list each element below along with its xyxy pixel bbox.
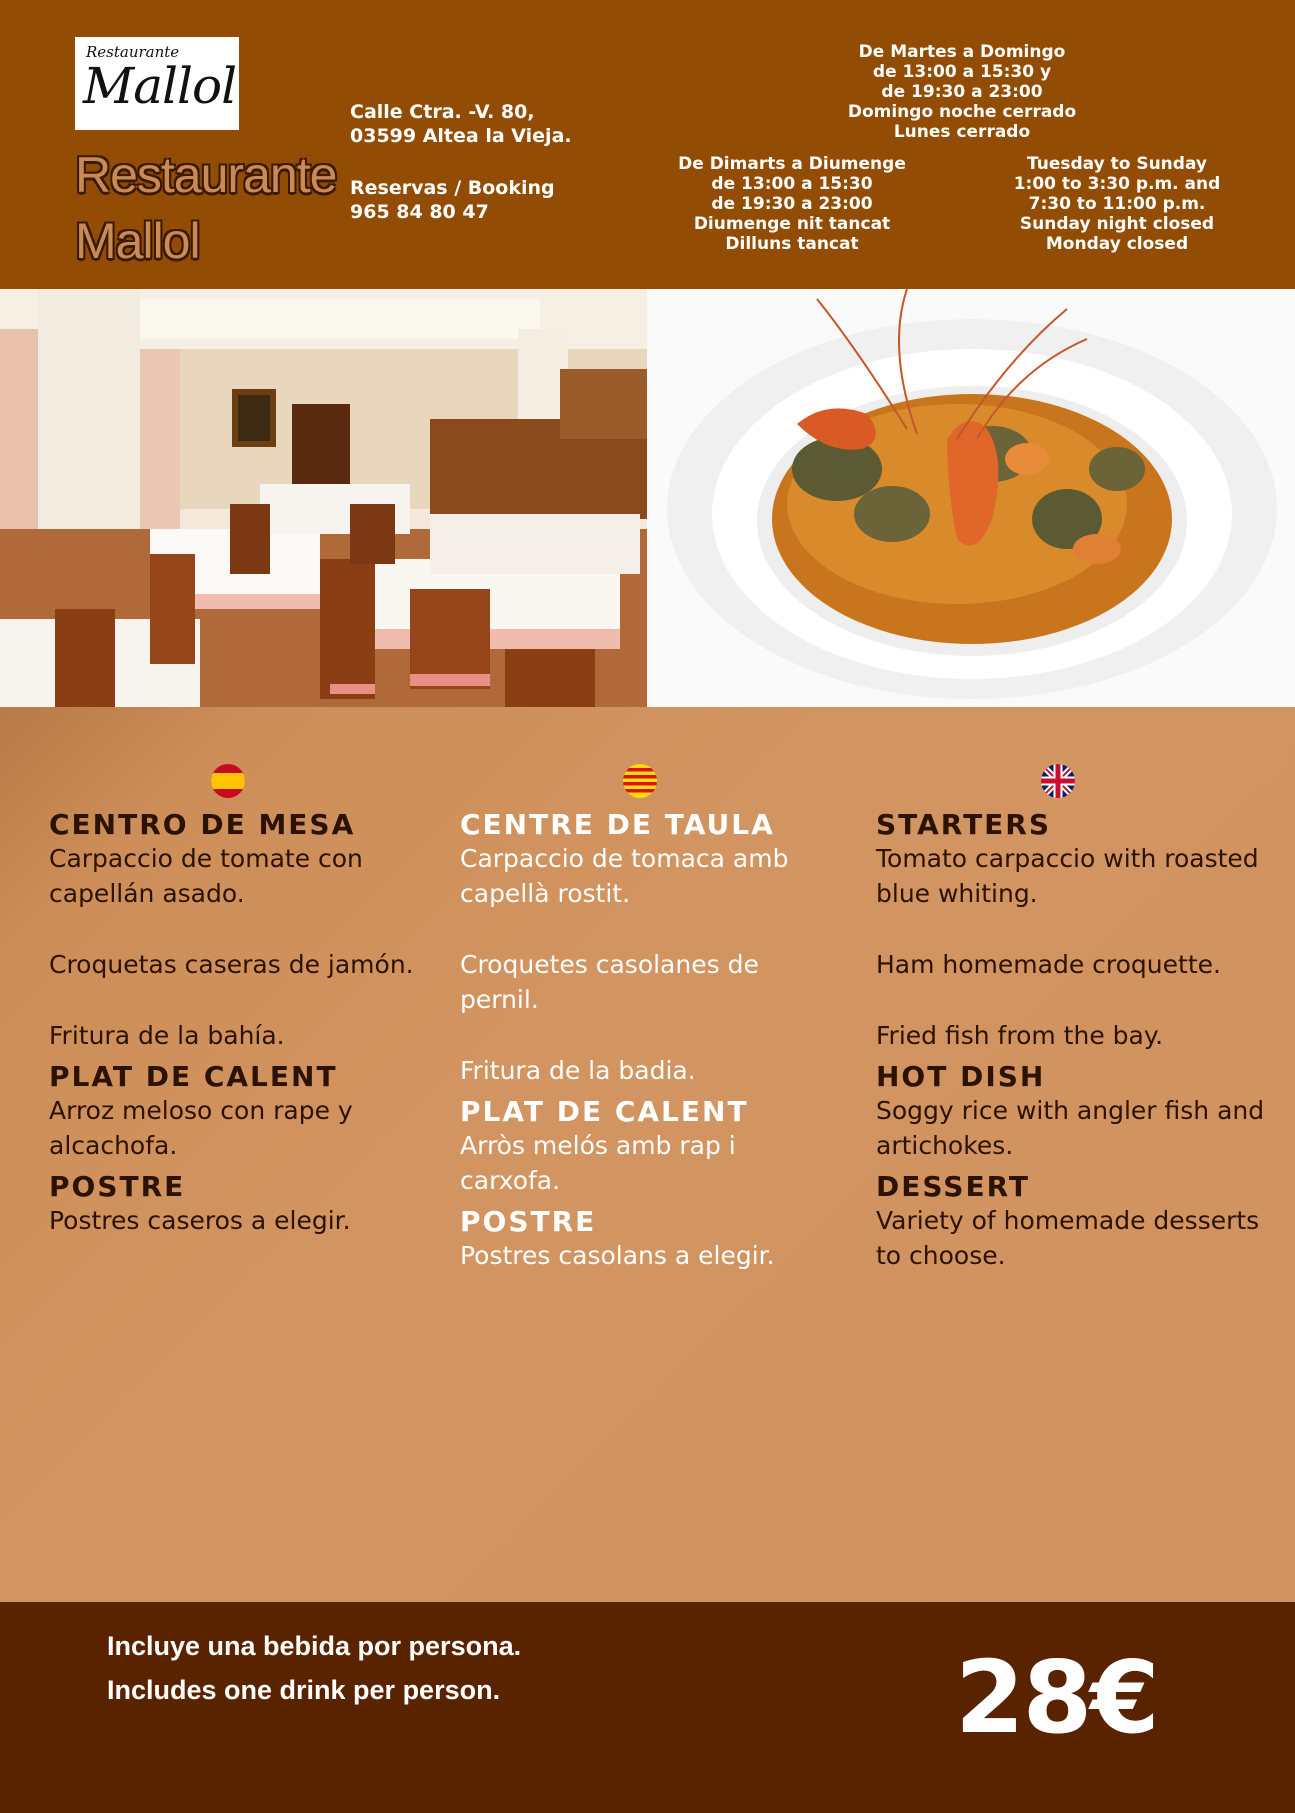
menu-column-english xyxy=(876,809,1276,1281)
menu-item: Arròs melós amb rap i carxofa. xyxy=(460,1131,736,1195)
address-line-1: Calle Ctra. -V. 80, xyxy=(350,101,535,123)
menu-item: Fritura de la badia. xyxy=(460,1056,696,1085)
logo-small-text: Restaurante xyxy=(86,43,180,61)
brand-name xyxy=(75,142,335,274)
menu-item: Tomato carpaccio with roasted blue whiting. xyxy=(876,844,1259,908)
menu-item: Fritura de la bahía. xyxy=(49,1021,285,1050)
hours-line: Domingo noche cerrado xyxy=(847,102,1077,122)
section-title-main: HOT DISH xyxy=(876,1060,1046,1093)
hours-line: Monday closed xyxy=(1045,234,1189,254)
hours-line: Lunes cerrado xyxy=(893,122,1031,142)
footer xyxy=(0,1602,1295,1813)
brand-name-line-1: Restaurante xyxy=(75,147,337,203)
hours-line: Dilluns tancat xyxy=(725,234,859,254)
section-title-starters: CENTRO DE MESA xyxy=(49,808,356,841)
menu-item: Arroz meloso con rape y alcachofa. xyxy=(49,1096,353,1160)
menu-item: Soggy rice with angler fish and artichokes. xyxy=(876,1096,1265,1160)
restaurant-logo xyxy=(75,37,239,130)
catalonia-flag-icon xyxy=(623,764,657,798)
hours-line: de 19:30 a 23:00 xyxy=(881,82,1043,102)
booking-phone[interactable]: 965 84 80 47 xyxy=(350,201,489,223)
hours-line: de 13:00 a 15:30 y xyxy=(872,62,1052,82)
section-title-dessert: DESSERT xyxy=(876,1170,1030,1203)
hours-line: Diumenge nit tancat xyxy=(693,214,891,234)
header xyxy=(0,0,1295,289)
booking-info xyxy=(350,176,555,224)
hours-line: de 19:30 a 23:00 xyxy=(711,194,873,214)
drink-notice-en: Includes one drink per person. xyxy=(107,1675,501,1705)
opening-hours-en xyxy=(967,154,1267,254)
menu-item: Variety of homemade desserts to choose. xyxy=(876,1206,1260,1270)
opening-hours-es xyxy=(812,42,1112,142)
menu-section xyxy=(0,707,1295,1602)
dining-room-photo xyxy=(0,289,647,707)
menu-column-catalan xyxy=(460,809,840,1281)
section-title-dessert: POSTRE xyxy=(460,1205,597,1238)
hours-line: Tuesday to Sunday xyxy=(1027,154,1207,174)
hours-line: de 13:00 a 15:30 xyxy=(711,174,873,194)
menu-item: Postres caseros a elegir. xyxy=(49,1206,351,1235)
section-title-main: PLAT DE CALENT xyxy=(49,1060,338,1093)
menu-item: Postres casolans a elegir. xyxy=(460,1241,775,1270)
address-line-2: 03599 Altea la Vieja. xyxy=(350,125,572,147)
section-title-starters: STARTERS xyxy=(876,808,1052,841)
brand-name-line-2: Mallol xyxy=(75,213,200,269)
menu-item: Carpaccio de tomate con capellán asado. xyxy=(49,844,363,908)
drink-notice xyxy=(107,1624,521,1712)
menu-column-spanish xyxy=(49,809,429,1246)
hours-line: De Dimarts a Diumenge xyxy=(678,154,906,174)
menu-item: Ham homemade croquette. xyxy=(876,950,1221,979)
rice-dish-photo xyxy=(647,289,1295,707)
hours-line: 7:30 to 11:00 p.m. xyxy=(1028,194,1206,214)
section-title-dessert: POSTRE xyxy=(49,1170,186,1203)
logo-big-text: Mallol xyxy=(83,57,237,115)
section-title-main: PLAT DE CALENT xyxy=(460,1095,749,1128)
menu-item: Carpaccio de tomaca amb capellà rostit. xyxy=(460,844,789,908)
spain-flag-icon xyxy=(211,764,245,798)
menu-item: Fried fish from the bay. xyxy=(876,1021,1164,1050)
hours-line: Sunday night closed xyxy=(1019,214,1215,234)
drink-notice-es: Incluye una bebida por persona. xyxy=(107,1631,522,1661)
booking-label: Reservas / Booking xyxy=(350,177,555,199)
opening-hours-ca xyxy=(642,154,942,254)
menu-price: 28€ xyxy=(955,1639,1158,1756)
menu-item: Croquetes casolanes de pernil. xyxy=(460,950,759,1014)
hours-line: De Martes a Domingo xyxy=(858,42,1066,62)
hours-line: 1:00 to 3:30 p.m. and xyxy=(1013,174,1221,194)
address xyxy=(350,100,572,148)
section-title-starters: CENTRE DE TAULA xyxy=(460,808,775,841)
menu-item: Croquetas caseras de jamón. xyxy=(49,950,414,979)
uk-flag-icon xyxy=(1041,764,1075,798)
